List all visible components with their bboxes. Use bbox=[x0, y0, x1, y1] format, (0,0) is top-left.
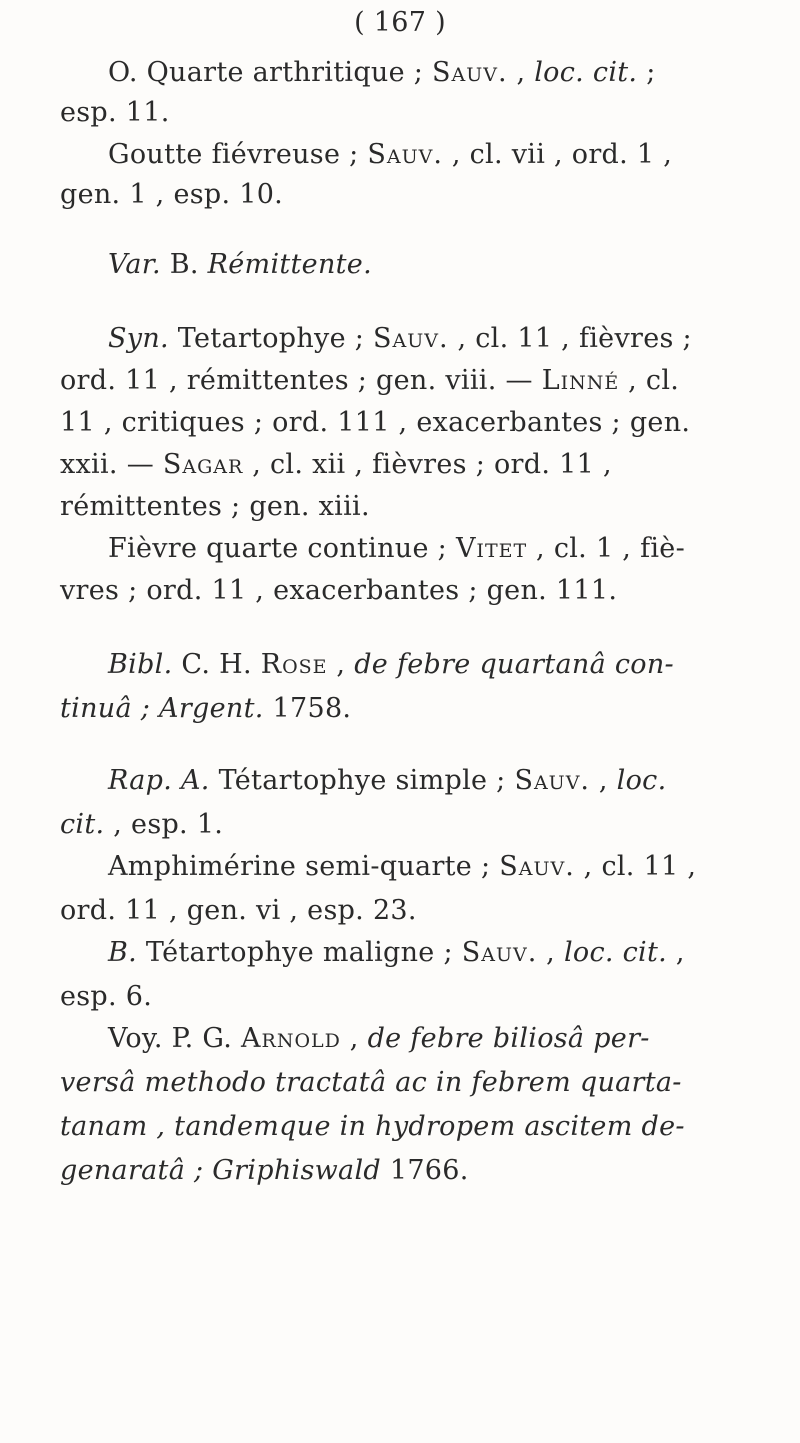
text-line bbox=[60, 178, 760, 212]
text-segment: ord. 11 , gen. vi , esp. 23. bbox=[60, 895, 417, 926]
text-segment: Sauv. bbox=[432, 57, 508, 88]
text-segment: Goutte fiévreuse ; bbox=[108, 139, 368, 170]
text-line bbox=[108, 764, 800, 798]
text-segment: , esp. 1. bbox=[104, 809, 224, 840]
text-line bbox=[60, 96, 760, 130]
text-segment: Sauv. bbox=[499, 851, 575, 882]
text-segment: 11 , critiques ; ord. 111 , exacerbantes ; gen. bbox=[60, 407, 691, 438]
text-segment: B. bbox=[108, 937, 138, 968]
text-segment: Sauv. bbox=[367, 139, 443, 170]
text-segment: Tétartophye simple ; bbox=[209, 765, 515, 796]
text-line bbox=[60, 448, 760, 482]
text-segment: Fièvre quarte continue ; bbox=[108, 533, 456, 564]
text-segment: Sauv. bbox=[461, 937, 538, 968]
text-segment: genaratâ ; Griphiswald bbox=[60, 1155, 381, 1186]
text-line bbox=[60, 1066, 760, 1100]
text-segment: , cl. 11 , bbox=[574, 851, 697, 882]
text-segment: , cl. 11 , fièvres ; bbox=[448, 323, 692, 354]
text-segment: 1766. bbox=[380, 1155, 469, 1186]
text-segment: , bbox=[590, 765, 617, 796]
text-line bbox=[108, 138, 800, 172]
text-segment: ; bbox=[637, 57, 656, 88]
text-segment: , bbox=[327, 649, 355, 680]
text-segment: , bbox=[537, 937, 564, 968]
text-segment: Tetartophye ; bbox=[168, 323, 374, 354]
text-segment: B. bbox=[160, 249, 208, 280]
text-line bbox=[60, 980, 760, 1014]
text-segment: Sauv. bbox=[514, 765, 591, 796]
text-segment: O. Quarte arthritique ; bbox=[108, 57, 433, 88]
text-segment: vres ; ord. 11 , exacerbantes ; gen. 111. bbox=[60, 575, 618, 606]
text-line bbox=[108, 532, 800, 566]
text-line bbox=[60, 1110, 760, 1144]
text-segment: rémittentes ; gen. xiii. bbox=[60, 491, 370, 522]
text-segment: Sauv. bbox=[373, 323, 449, 354]
text-segment: cit. bbox=[60, 809, 105, 840]
text-segment: xxii. — bbox=[60, 449, 163, 480]
text-segment: , cl. xii , fièvres ; ord. 11 , bbox=[243, 449, 612, 480]
text-segment: gen. 1 , esp. 10. bbox=[60, 179, 284, 210]
text-segment: Bibl. bbox=[108, 649, 173, 680]
text-segment: Var. bbox=[108, 249, 161, 280]
text-segment: Rose bbox=[260, 649, 328, 680]
text-segment: tinuâ ; Argent. bbox=[60, 693, 264, 724]
text-segment: Rémittente. bbox=[207, 249, 372, 280]
text-segment: Voy. P. G. bbox=[108, 1023, 242, 1054]
text-segment: , cl. bbox=[619, 365, 680, 396]
text-segment: , bbox=[340, 1023, 368, 1054]
text-segment: Linné bbox=[541, 365, 620, 396]
text-line bbox=[108, 322, 800, 356]
text-segment: de febre quartanâ con- bbox=[354, 649, 674, 680]
text-line bbox=[108, 936, 800, 970]
text-line bbox=[60, 1154, 760, 1188]
text-segment: de febre biliosâ per- bbox=[367, 1023, 650, 1054]
text-segment: loc. cit. bbox=[563, 937, 668, 968]
text-segment: 1758. bbox=[263, 693, 352, 724]
text-line bbox=[60, 894, 760, 928]
text-segment: esp. 11. bbox=[60, 97, 170, 128]
text-line bbox=[108, 1022, 800, 1056]
page-number: ( 167 ) bbox=[354, 7, 446, 38]
text-segment: C. H. bbox=[172, 649, 261, 680]
text-segment: Arnold bbox=[241, 1023, 341, 1054]
text-segment: esp. 6. bbox=[60, 981, 153, 1012]
text-line bbox=[60, 406, 760, 440]
text-segment: , cl. vii , ord. 1 , bbox=[442, 139, 673, 170]
text-segment: , cl. 1 , fiè- bbox=[527, 533, 685, 564]
text-segment: loc. bbox=[616, 765, 667, 796]
text-segment: Sagar bbox=[162, 449, 244, 480]
text-line bbox=[108, 56, 800, 90]
text-line bbox=[60, 692, 760, 726]
text-segment: Amphimérine semi-quarte ; bbox=[108, 851, 500, 882]
text-line bbox=[108, 648, 800, 682]
text-line bbox=[60, 574, 760, 608]
text-segment: , bbox=[667, 937, 685, 968]
text-line bbox=[60, 490, 760, 524]
text-segment: Tétartophye maligne ; bbox=[137, 937, 462, 968]
text-segment: loc. cit. bbox=[534, 57, 638, 88]
text-segment: Vitet bbox=[455, 533, 528, 564]
text-segment: Syn. bbox=[108, 323, 169, 354]
text-segment: , bbox=[507, 57, 535, 88]
text-segment: ord. 11 , rémittentes ; gen. viii. — bbox=[60, 365, 542, 396]
text-segment: tanam , tandemque in hydropem ascitem de- bbox=[60, 1111, 685, 1142]
text-segment: Rap. A. bbox=[108, 765, 210, 796]
text-line bbox=[108, 248, 800, 282]
text-line bbox=[60, 364, 760, 398]
text-line bbox=[60, 808, 760, 842]
text-line bbox=[108, 850, 800, 884]
text-segment: versâ methodo tractatâ ac in febrem quarta- bbox=[60, 1067, 682, 1098]
